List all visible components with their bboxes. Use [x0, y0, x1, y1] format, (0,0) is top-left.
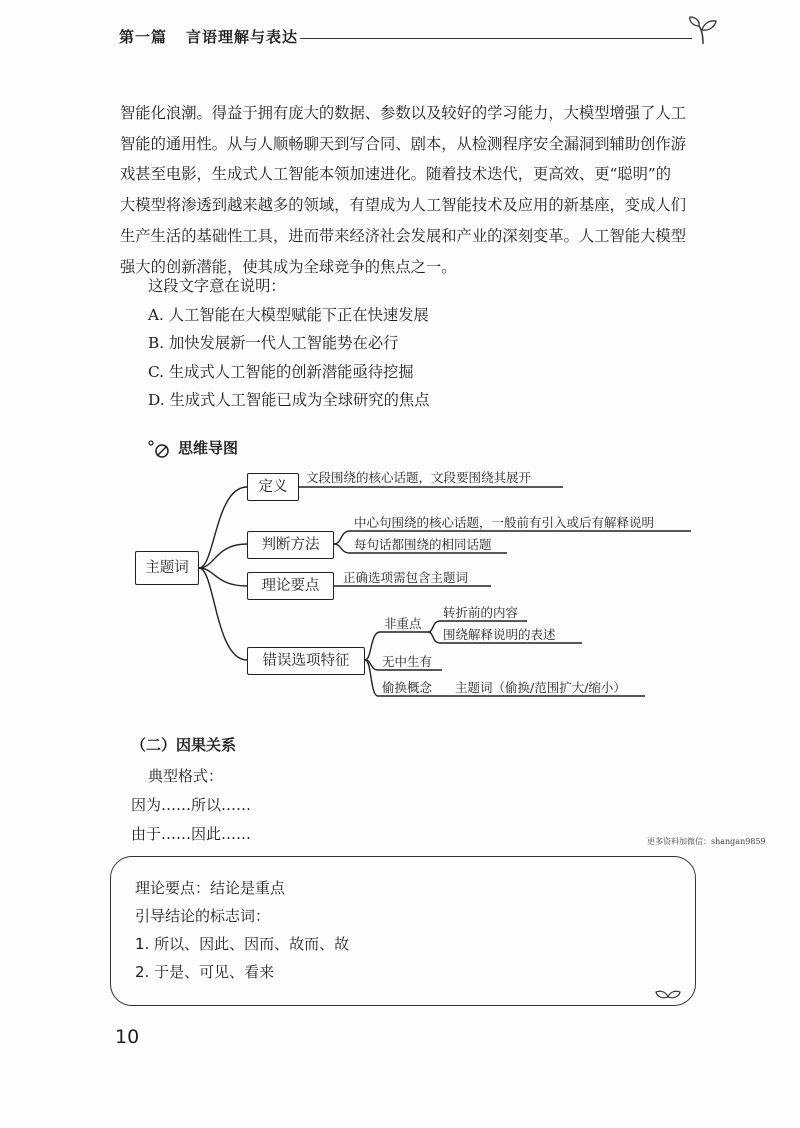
sub-fabrication: 无中生有	[382, 654, 433, 669]
option-a: A. 人工智能在大模型赋能下正在快速发展	[148, 305, 429, 324]
section-heading: （二）因果关系	[131, 736, 237, 754]
mind-map-root: 主题词	[135, 551, 199, 585]
box-line: 2. 于是、可见、看来	[135, 963, 275, 981]
branch-theory: 理论要点	[247, 572, 334, 600]
passage-line: 强大的创新潜能，使其成为全球竞争的焦点之一。	[120, 257, 457, 276]
question-stem: 这段文字意在说明：	[148, 277, 286, 295]
option-c: C. 生成式人工智能的创新潜能亟待挖掘	[148, 362, 414, 381]
concept-swap-detail: 主题词（偷换/范围扩大/缩小）	[455, 680, 626, 695]
page-number: 10	[115, 1026, 140, 1048]
passage-line: 生产生活的基础性工具，进而带来经济社会发展和产业的深刻变革。人工智能大模型	[120, 226, 686, 245]
format-label: 典型格式：	[148, 767, 224, 785]
passage-line: 大模型将渗透到越来越多的领域，有望成为人工智能技术及应用的新基座，变成人们	[120, 196, 686, 215]
leaf-icon	[655, 986, 681, 1005]
option-b: B. 加快发展新一代人工智能势在必行	[148, 334, 399, 352]
theory-box	[110, 856, 696, 1006]
non-key-detail-2: 围绕解释说明的表述	[443, 627, 556, 642]
box-line: 引导结论的标志词：	[135, 907, 271, 925]
theory-detail: 正确选项需包含主题词	[343, 570, 469, 585]
method-detail-2: 每句话都围绕的相同话题	[354, 537, 492, 552]
passage-line: 戏甚至电影，生成式人工智能本领加速进化。随着技术迭代，更高效、更“聪明”的	[120, 165, 672, 184]
method-detail-1: 中心句围绕的核心话题，一般前有引入或后有解释说明	[354, 515, 655, 530]
box-line: 1. 所以、因此、因而、故而、故	[135, 935, 350, 953]
watermark: 更多资料加微信：shangan9859	[647, 837, 766, 846]
branch-wrong-options: 错误选项特征	[247, 647, 365, 675]
format-item: 由于……因此……	[131, 825, 252, 843]
sub-non-key: 非重点	[384, 616, 422, 631]
chapter-label: 第一篇	[119, 28, 168, 46]
typical-format	[131, 762, 252, 849]
format-item: 因为……所以……	[131, 796, 252, 814]
option-d: D. 生成式人工智能已成为全球研究的焦点	[148, 391, 430, 409]
branch-method: 判断方法	[247, 531, 334, 559]
chapter-title: 言语理解与表达	[186, 28, 299, 46]
passage-line: 智能化浪潮。得益于拥有庞大的数据、参数以及较好的学习能力，大模型增强了人工	[120, 104, 686, 122]
sub-concept-swap: 偷换概念	[382, 680, 433, 695]
box-line: 理论要点：结论是重点	[135, 879, 286, 897]
definition-detail: 文段围绕的核心话题，文段要围绕其展开	[306, 470, 532, 485]
non-key-detail-1: 转折前的内容	[443, 605, 519, 620]
branch-definition: 定义	[247, 473, 299, 501]
mind-map-title: 思维导图	[178, 439, 239, 457]
passage-line: 智能的通用性。从与人顺畅聊天到写合同、剧本，从检测程序安全漏洞到辅助创作游	[120, 134, 686, 153]
